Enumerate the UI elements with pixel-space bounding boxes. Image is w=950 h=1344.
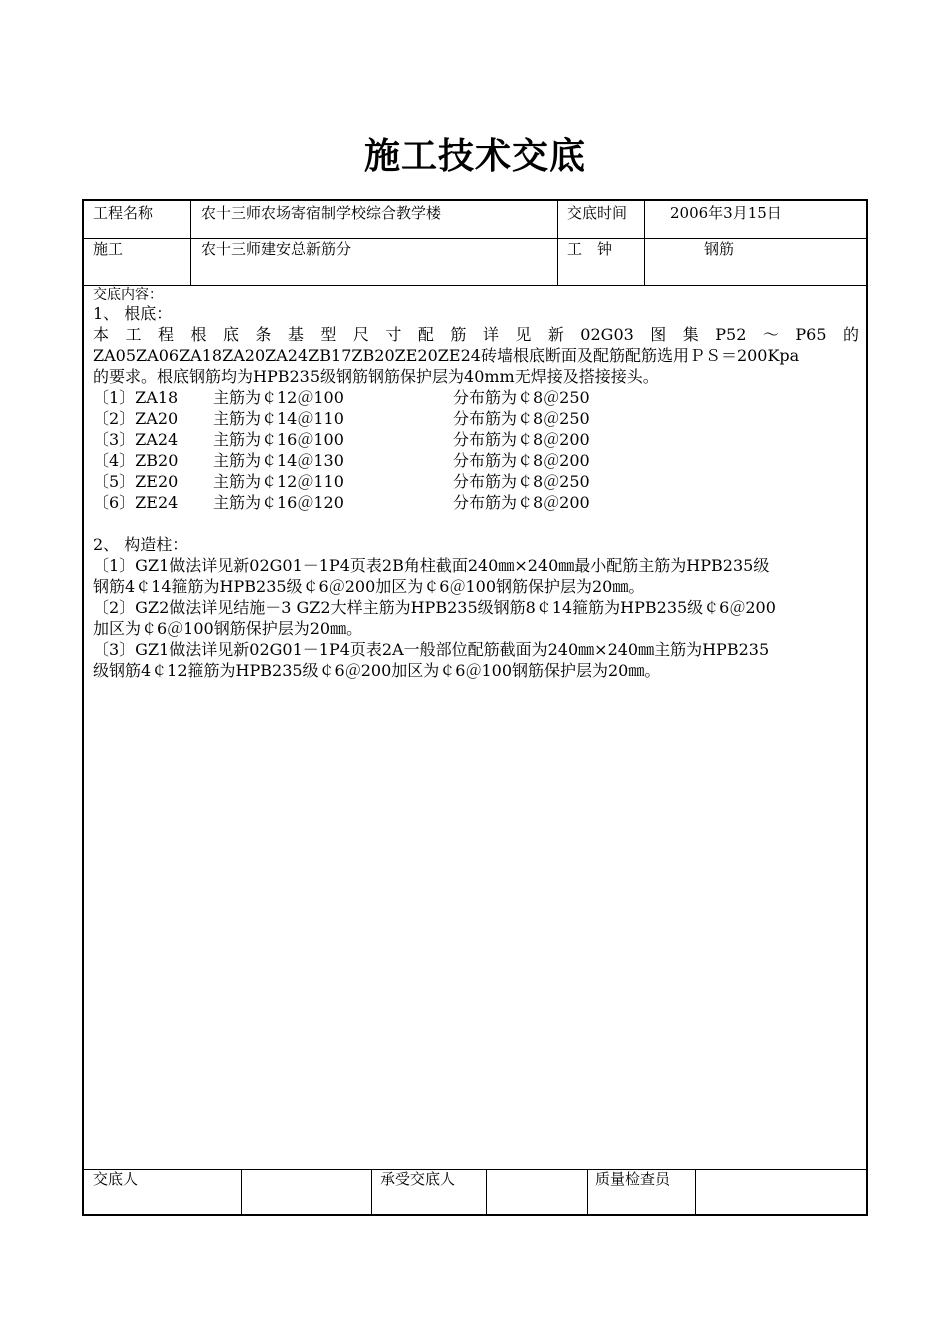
rebar-main: 主筋为￠12＠110 [213,472,344,491]
rebar-dist: 分布筋为￠8＠200 [453,430,590,449]
inspector-label: 质量检查员 [595,1170,671,1188]
rebar-id: 〔3〕ZA24 [93,430,179,449]
rebar-main: 主筋为￠14＠130 [213,451,344,470]
column-divider [486,1169,487,1216]
spacer [93,513,859,534]
rebar-row [93,471,859,492]
paragraph-line: 本工程根底条基型尺寸配筋详见新02G03图集P52～P65的 [93,325,859,344]
column-divider [557,201,558,285]
column-divider [695,1169,696,1216]
rebar-main: 主筋为￠16＠100 [213,430,344,449]
handover-form [82,199,868,1216]
column-divider [587,1169,588,1216]
paragraph-line: ZA05ZA06ZA18ZA20ZA24ZB17ZB20ZE20ZE24砖墙根底断面及配筋配筋选用ＰＳ＝200Kpa [93,346,800,365]
content-label: 交底内容： [93,287,163,303]
rebar-row [93,408,859,429]
rebar-id: 〔6〕ZE24 [93,493,179,512]
handover-time-value: 2006年3月15日 [670,204,782,222]
paragraph-line: 的要求。根底钢筋均为HPB235级钢筋钢筋保护层为40mm无焊接及搭接接头。 [93,367,659,386]
rebar-row [93,492,859,513]
rebar-row [93,450,859,471]
handover-content [93,303,859,681]
rebar-id: 〔4〕ZB20 [93,451,179,470]
trade-label: 工 钟 [567,240,613,258]
column-divider [190,201,191,285]
footer-divider [84,1169,866,1170]
rebar-id: 〔2〕ZA20 [93,409,179,428]
rebar-dist: 分布筋为￠8＠250 [453,388,590,407]
paragraph-line: 〔1〕GZ1做法详见新02G01－1P4页表2B角柱截面240㎜×240㎜最小配筋主筋为HPB235级 [93,556,770,575]
rebar-dist: 分布筋为￠8＠200 [453,493,590,512]
construction-unit-value: 农十三师建安总新筋分 [201,240,352,258]
rebar-main: 主筋为￠12＠100 [213,388,344,407]
receiver-label: 承受交底人 [380,1170,456,1188]
section-title: 2、 构造柱： [93,535,189,554]
paragraph-line: 〔3〕GZ1做法详见新02G01－1P4页表2A一般部位配筋截面为240㎜×240㎜主筋为HPB235 [93,640,770,659]
rebar-dist: 分布筋为￠8＠200 [453,451,590,470]
section-title: 1、 根底： [93,304,173,323]
rebar-main: 主筋为￠16＠120 [213,493,344,512]
project-name-label: 工程名称 [93,204,154,222]
paragraph-line: 〔2〕GZ2做法详见结施－3 GZ2大样主筋为HPB235级钢筋8￠14箍筋为HPB235级￠6＠200 [93,598,776,617]
rebar-id: 〔1〕ZA18 [93,388,179,407]
column-divider [241,1169,242,1216]
handover-time-label: 交底时间 [567,204,628,222]
presenter-label: 交底人 [93,1170,139,1188]
row-divider [84,285,866,286]
rebar-id: 〔5〕ZE20 [93,472,179,491]
paragraph-line: 钢筋4￠14箍筋为HPB235级￠6＠200加区为￠6＠100钢筋保护层为20㎜。 [93,577,645,596]
rebar-row [93,387,859,408]
rebar-dist: 分布筋为￠8＠250 [453,409,590,428]
row-divider [84,238,866,239]
paragraph-line: 级钢筋4￠12箍筋为HPB235级￠6＠200加区为￠6＠100钢筋保护层为20㎜。 [93,661,661,680]
paragraph-line: 加区为￠6＠100钢筋保护层为20㎜。 [93,619,363,638]
rebar-row [93,429,859,450]
construction-unit-label: 施工 [93,240,124,258]
page-title: 施工技术交底 [363,135,586,177]
column-divider [371,1169,372,1216]
column-divider [644,201,645,285]
trade-value: 钢筋 [704,240,735,258]
rebar-main: 主筋为￠14＠110 [213,409,344,428]
project-name-value: 农十三师农场寄宿制学校综合教学楼 [201,204,442,222]
rebar-dist: 分布筋为￠8＠250 [453,472,590,491]
